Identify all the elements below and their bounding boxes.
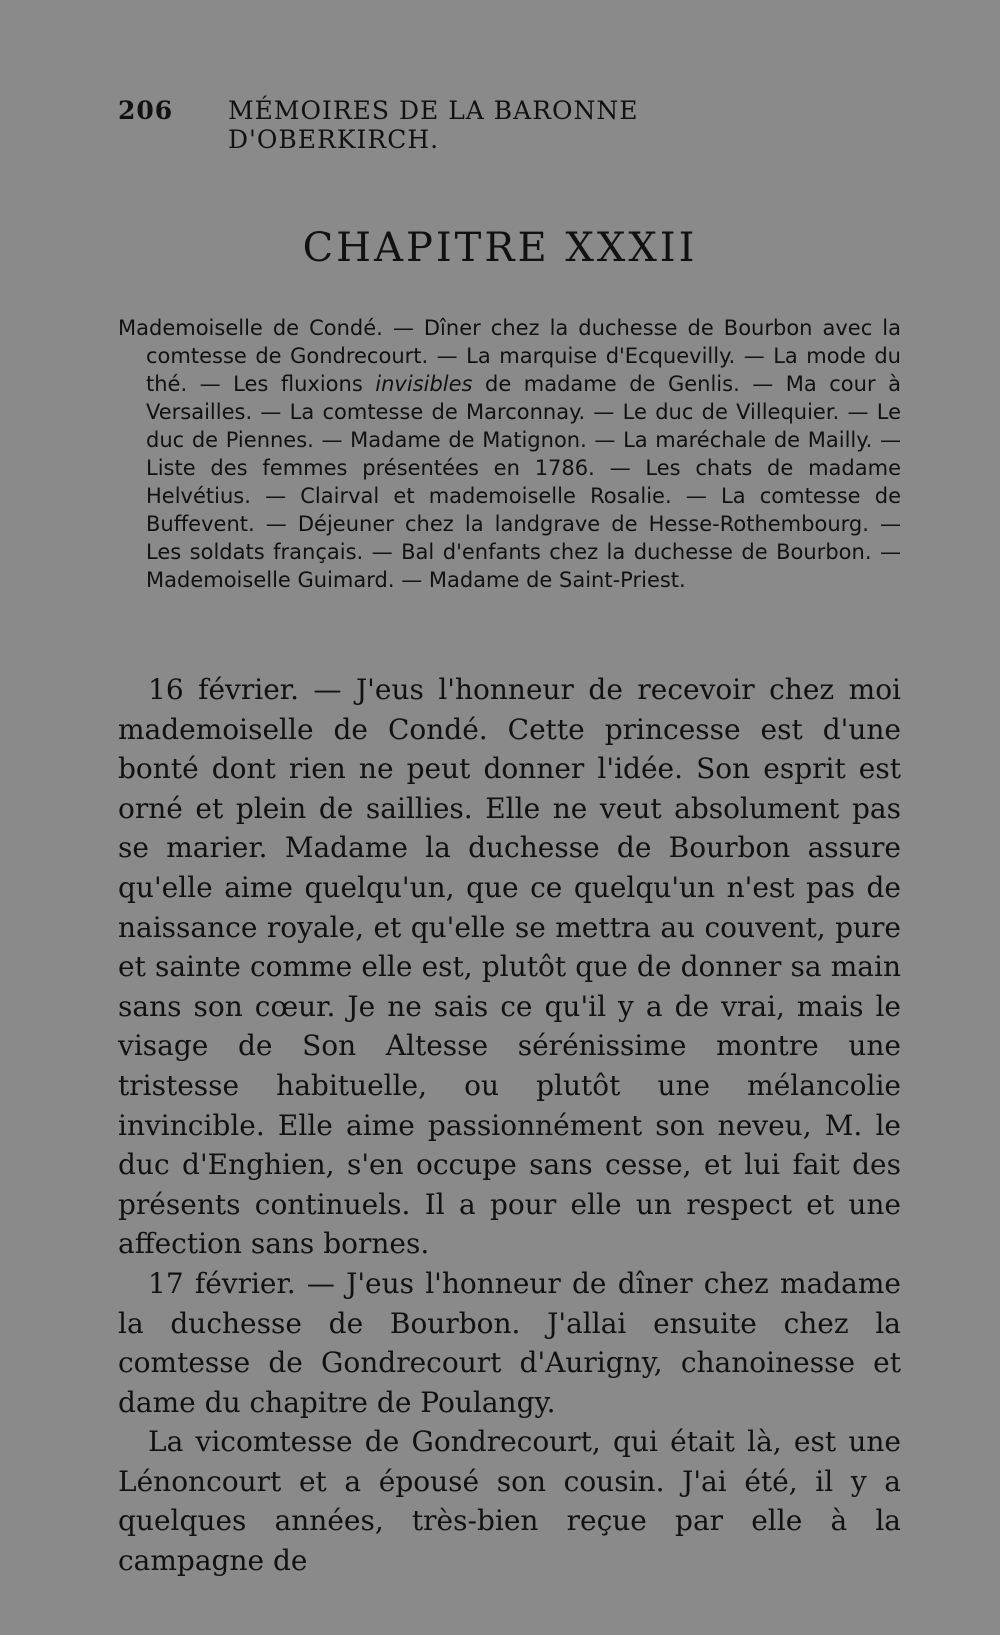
- running-title: MÉMOIRES DE LA BARONNE D'OBERKIRCH.: [228, 96, 639, 154]
- paragraph-vicomtesse: La vicomtesse de Gondrecourt, qui était là, est une Lénoncourt et a épousé son cousin. J'ai été, il y a quelques années, très-bien reçue par elle à la campagne de: [118, 1425, 901, 1578]
- body-text: [118, 670, 901, 1581]
- running-header: [118, 96, 798, 154]
- chapter-title: CHAPITRE XXXII: [302, 225, 698, 271]
- paragraph-16-fevrier: 16 février. — J'eus l'honneur de recevoir chez moi mademoiselle de Condé. Cette princesse est d'une bonté dont rien ne peut donner l'idée. Son esprit est orné et plein de saillies. Elle ne veut absolument pas se marier. Madame la duchesse de Bourbon assure qu'elle aime quelqu'un, que ce quelqu'un n'est pas de naissance royale, et qu'elle se mettra au couvent, pure et sainte comme elle est, plutôt que de donner sa main sans son cœur. Je ne sais ce qu'il y a de vrai, mais le visage de Son Altesse sérénissime montre une tristesse habituelle, ou plutôt une mélancolie invincible. Elle aime passionnément son neveu, M. le duc d'Enghien, s'en occupe sans cesse, et lui fait des présents continuels. Il a pour elle un respect et une affection sans bornes.: [118, 673, 901, 1261]
- page-number: 206: [118, 96, 174, 125]
- summary-italic-word: invisibles: [375, 372, 473, 396]
- summary-text-continued: de madame de Genlis. — Ma cour à Versailles. — La comtesse de Marconnay. — Le duc de Villequier. — Le duc de Piennes. — Madame de Matignon. — La maréchale de Mailly. — Liste des femmes présentées en 1786. — Les chats de madame Helvétius. — Clairval et mademoiselle Rosalie. — La comtesse de Buffevent. — Déjeuner chez la landgrave de Hesse-Rothembourg. — Les soldats français. — Bal d'enfants chez la duchesse de Bourbon. — Mademoiselle Guimard. — Madame de Saint-Priest.: [146, 372, 901, 592]
- chapter-summary: [118, 314, 901, 594]
- paragraph-17-fevrier: 17 février. — J'eus l'honneur de dîner chez madame la duchesse de Bourbon. J'allai ensuite chez la comtesse de Gondrecourt d'Aurigny, chanoinesse et dame du chapitre de Poulangy.: [118, 1266, 901, 1419]
- summary-text: Mademoiselle de Condé. — Dîner chez la duchesse de Bourbon avec la comtesse de Gondrecourt. — La marquise d'Ecquevilly. — La mode du thé. — Les fluxions: [118, 316, 901, 396]
